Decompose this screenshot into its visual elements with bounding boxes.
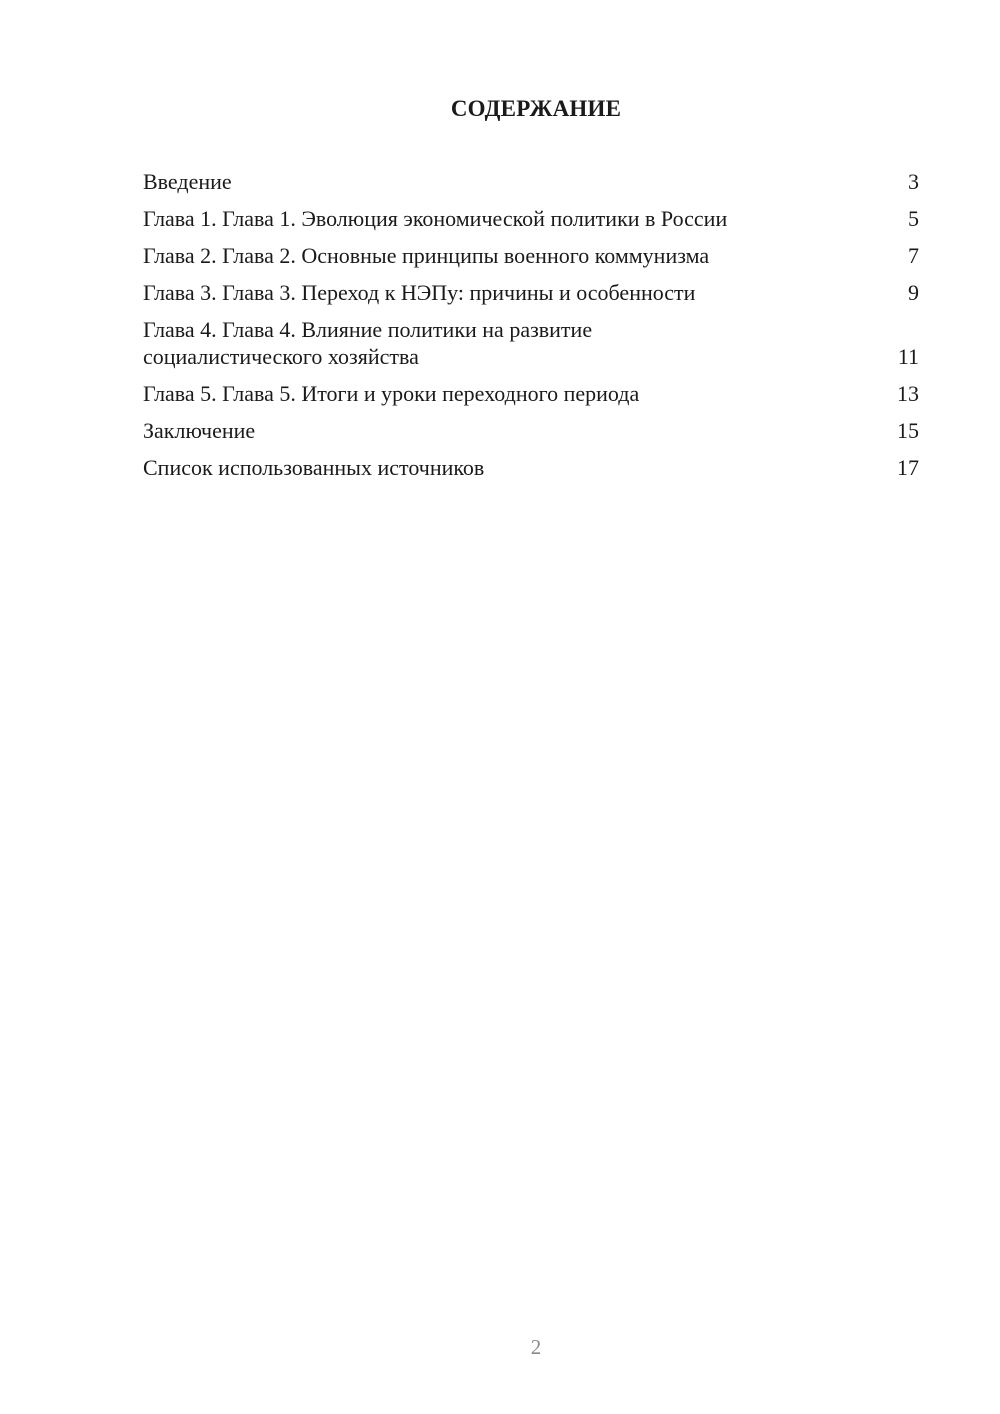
toc-entry-label: Глава 4. Глава 4. Влияние политики на развитие социалистического хозяйства	[143, 317, 593, 369]
page-number: 2	[530, 1335, 542, 1359]
toc-entry-page: 11	[897, 344, 919, 369]
toc-entry-label: Глава 5. Глава 5. Итоги и уроки переходного периода	[143, 381, 640, 406]
toc-entry-label: Список использованных источников	[143, 455, 485, 480]
toc-entry-label: Глава 1. Глава 1. Эволюция экономической политики в России	[143, 206, 728, 231]
toc-entry-page: 13	[897, 381, 919, 406]
toc-entry-conclusion	[143, 417, 919, 444]
toc-entry-page: 3	[908, 169, 919, 194]
toc-entry-chapter-5	[143, 380, 919, 407]
toc-entry-page: 7	[908, 243, 919, 268]
toc-entry-label: Глава 3. Глава 3. Переход к НЭПу: причины и особенности	[143, 280, 696, 305]
toc-entry-label: Заключение	[143, 418, 256, 443]
toc-entry-chapter-1	[143, 205, 919, 232]
toc-entry-references	[143, 454, 919, 481]
toc-entry-label: Глава 2. Глава 2. Основные принципы военного коммунизма	[143, 243, 710, 268]
toc-entry-page: 17	[897, 455, 919, 480]
toc-entry-page: 15	[897, 418, 919, 443]
toc-entry-chapter-4	[143, 316, 919, 370]
toc-entry-chapter-3	[143, 279, 919, 306]
toc-entry-page: 9	[908, 280, 919, 305]
table-of-contents	[143, 168, 919, 491]
toc-entry-introduction	[143, 168, 919, 195]
toc-entry-label: Введение	[143, 169, 232, 194]
toc-entry-chapter-2	[143, 242, 919, 269]
toc-entry-page: 5	[908, 206, 919, 231]
page-title: СОДЕРЖАНИЕ	[450, 96, 622, 121]
